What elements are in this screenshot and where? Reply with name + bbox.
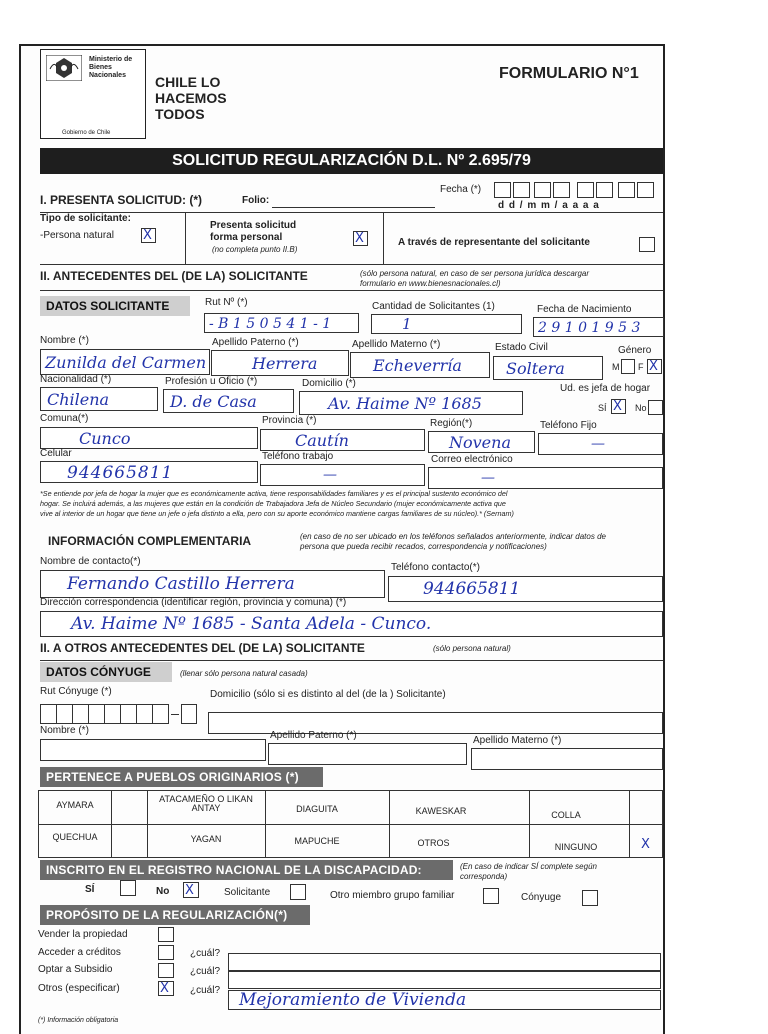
- nombre-contacto-label: Nombre de contacto(*): [40, 556, 141, 567]
- disc-conyuge-label: Cónyuge: [521, 892, 562, 903]
- celular-value: 944665811: [67, 463, 174, 483]
- ap-paterno-field[interactable]: [211, 350, 349, 376]
- domicilio-field[interactable]: [299, 391, 523, 415]
- comuna-value: Cunco: [79, 429, 131, 448]
- ap-paterno-value: Herrera: [252, 354, 318, 373]
- disc-no-label: No: [156, 886, 170, 897]
- proposito-subsidio: Optar a Subsidio: [38, 964, 113, 975]
- celular-field[interactable]: [40, 461, 258, 483]
- jefa-hogar-label: Ud. es jefa de hogar: [560, 383, 651, 394]
- divider: [40, 660, 663, 661]
- otros-cual-value: Mejoramiento de Vivienda: [239, 990, 467, 1010]
- telefono-fijo-label: Teléfono Fijo: [540, 420, 597, 431]
- estado-civil-value: Soltera: [506, 359, 565, 378]
- info-comp-note-1: (en caso de no ser ubicado en los teléfonos señalados anteriormente, indicar datos de: [300, 532, 606, 541]
- subsidio-cual-label: ¿cuál?: [190, 966, 221, 977]
- telefono-fijo-value: —: [591, 436, 605, 452]
- pueblo-aymara: AYMARA: [56, 800, 94, 810]
- telefono-fijo-field[interactable]: [538, 433, 663, 455]
- forma-personal-checkbox[interactable]: [353, 231, 368, 246]
- folio-line: [272, 207, 435, 208]
- ninguno-mark: X: [641, 837, 650, 852]
- ap-materno-value: Echeverría: [373, 356, 462, 375]
- domicilio-value: Av. Haime Nº 1685: [328, 394, 482, 413]
- footer-note: (*) Información obligatoria: [38, 1017, 119, 1024]
- pueblo-atacameno: ATACAMEÑO O LIKAN ANTAY: [159, 794, 253, 814]
- correo-field[interactable]: [428, 467, 663, 489]
- nombre-conyuge-field[interactable]: [40, 739, 266, 761]
- footnote-line-1: *Se entiende por jefa de hogar la mujer que es económicamente activa, tiene responsabilidades familiares y es el principal sustento económico del: [40, 489, 508, 498]
- correo-label: Correo electrónico: [431, 454, 513, 465]
- disc-otro-checkbox[interactable]: [483, 888, 499, 904]
- pueblos-table: [38, 790, 663, 858]
- info-comp-note-2: persona que pueda recibir recados, correspondencia y notificaciones): [300, 542, 547, 551]
- representante-checkbox[interactable]: [639, 237, 655, 252]
- form-number: FORMULARIO N°1: [499, 65, 639, 82]
- provincia-label: Provincia (*): [262, 415, 317, 426]
- ap-materno-conyuge-field[interactable]: [471, 748, 663, 770]
- ministry-line-3: Nacionales: [89, 72, 126, 79]
- cantidad-field[interactable]: [371, 314, 522, 334]
- ap-materno-label: Apellido Materno (*): [352, 339, 441, 350]
- divider: [40, 212, 663, 213]
- nacionalidad-label: Nacionalidad (*): [40, 374, 112, 385]
- genero-label: Género: [618, 345, 652, 356]
- section-2-title: II. ANTECEDENTES DEL (DE LA) SOLICITANTE: [40, 269, 308, 283]
- check-mark: X: [613, 399, 622, 414]
- celular-label: Celular: [40, 448, 72, 459]
- check-mark: X: [143, 228, 152, 243]
- genero-f-label: F: [638, 362, 644, 372]
- provincia-value: Cautín: [295, 431, 349, 450]
- creditos-checkbox[interactable]: [158, 945, 174, 960]
- subsidio-cual-field[interactable]: [228, 971, 661, 989]
- forma-personal-line-1: Presenta solicitud: [210, 220, 297, 231]
- divider: [40, 290, 663, 291]
- nombre-value: Zunilda del Carmen: [45, 353, 207, 372]
- disc-no-checkbox[interactable]: [183, 882, 199, 898]
- check-mark: X: [649, 359, 658, 374]
- check-mark: X: [185, 883, 194, 898]
- gov-label: Gobierno de Chile: [62, 130, 111, 136]
- comuna-label: Comuna(*): [40, 413, 89, 424]
- telefono-trabajo-field[interactable]: [260, 464, 425, 486]
- datos-conyuge-title: DATOS CÓNYUGE: [40, 662, 172, 682]
- datos-solicitante-title: DATOS SOLICITANTE: [40, 296, 190, 316]
- slogan-line-2: HACEMOS: [155, 90, 227, 106]
- otros-checkbox[interactable]: [158, 981, 174, 996]
- persona-natural-label: -Persona natural: [40, 230, 114, 241]
- nombre-contacto-value: Fernando Castillo Herrera: [67, 574, 295, 594]
- disc-solicitante-label: Solicitante: [224, 887, 271, 898]
- pueblos-title: PERTENECE A PUEBLOS ORIGINARIOS (*): [40, 767, 323, 787]
- rut-conyuge-label: Rut Cónyuge (*): [40, 686, 112, 697]
- creditos-cual-field[interactable]: [228, 953, 661, 971]
- discapacidad-note-2: corresponda): [460, 872, 508, 881]
- otros-cual-field[interactable]: [228, 990, 661, 1010]
- correo-value: —: [481, 470, 495, 486]
- section-2-note-2: formulario en www.bienesnacionales.cl): [360, 279, 501, 288]
- telefono-trabajo-label: Teléfono trabajo: [262, 451, 334, 462]
- telefono-trabajo-value: —: [323, 467, 337, 483]
- direccion-field[interactable]: [40, 611, 663, 637]
- nombre-field[interactable]: [40, 349, 210, 375]
- fecha-boxes[interactable]: [494, 182, 656, 198]
- domicilio-conyuge-label: Domicilio (sólo si es distinto al del (de la ) Solicitante): [210, 689, 446, 700]
- region-field[interactable]: [428, 431, 535, 453]
- proposito-creditos: Acceder a créditos: [38, 947, 121, 958]
- otros-cual-label: ¿cuál?: [190, 985, 221, 996]
- proposito-vender: Vender la propiedad: [38, 929, 128, 940]
- fecha-nac-field[interactable]: [533, 317, 664, 337]
- persona-natural-checkbox[interactable]: [141, 228, 156, 243]
- pueblo-colla: COLLA: [551, 810, 581, 820]
- coat-of-arms-icon: [46, 55, 82, 81]
- pueblo-ninguno: NINGUNO: [554, 842, 598, 852]
- divider: [383, 212, 384, 264]
- ap-paterno-conyuge-field[interactable]: [268, 743, 467, 765]
- pueblo-mapuche: MAPUCHE: [294, 836, 340, 846]
- telefono-contacto-label: Teléfono contacto(*): [391, 562, 480, 573]
- rut-label: Rut Nº (*): [205, 297, 248, 308]
- footnote-line-3: vive al interior de un hogar que tiene un jefe o jefa distinto a ella, pero con su aporte económico mantiene cargas familiares de su núcleo).* (Sernam): [40, 509, 514, 518]
- tipo-label: Tipo de solicitante:: [40, 213, 131, 224]
- pueblo-yagan: YAGAN: [190, 834, 222, 844]
- vender-checkbox[interactable]: [158, 927, 174, 942]
- jefa-si-label: SÍ: [598, 403, 607, 413]
- profesion-value: D. de Casa: [170, 392, 257, 411]
- divider: [185, 212, 186, 264]
- comuna-field[interactable]: [40, 427, 258, 449]
- folio-label: Folio:: [242, 195, 270, 206]
- forma-personal-note: (no completa punto II.B): [212, 245, 298, 254]
- disc-conyuge-checkbox[interactable]: [582, 890, 598, 906]
- genero-f-checkbox[interactable]: [647, 359, 662, 374]
- ministry-line-2: Bienes: [89, 64, 112, 71]
- check-mark: X: [160, 981, 169, 996]
- estado-civil-label: Estado Civil: [495, 342, 548, 353]
- creditos-cual-label: ¿cuál?: [190, 948, 221, 959]
- pueblo-otros: OTROS: [417, 838, 450, 848]
- telefono-contacto-value: 944665811: [423, 579, 521, 599]
- provincia-field[interactable]: [260, 429, 425, 451]
- ministry-line-1: Ministerio de: [89, 56, 133, 63]
- direccion-label: Dirección correspondencia (identificar región, provincia y comuna) (*): [40, 597, 347, 608]
- profesion-field[interactable]: [163, 389, 294, 413]
- pueblo-quechua: QUECHUA: [52, 832, 98, 842]
- subsidio-checkbox[interactable]: [158, 963, 174, 978]
- pueblo-kaweskar: KAWESKAR: [415, 806, 467, 816]
- forma-personal-line-2: forma personal: [210, 232, 283, 243]
- ap-paterno-conyuge-label: Apellido Paterno (*): [270, 730, 357, 741]
- rut-value: - B 1 5 0 5 4 1 - 1: [209, 316, 332, 332]
- nombre-conyuge-label: Nombre (*): [40, 725, 89, 736]
- fecha-nac-label: Fecha de Nacimiento: [537, 304, 632, 315]
- ap-materno-conyuge-label: Apellido Materno (*): [473, 735, 562, 746]
- rut-conyuge-boxes[interactable]: [40, 704, 200, 724]
- info-comp-title: INFORMACIÓN COMPLEMENTARIA: [48, 534, 252, 548]
- section-2a-title: II. A OTROS ANTECEDENTES DEL (DE LA) SOLICITANTE: [40, 641, 365, 655]
- genero-m-checkbox[interactable]: [621, 359, 635, 374]
- nacionalidad-value: Chilena: [47, 390, 110, 409]
- cantidad-label: Cantidad de Solicitantes (1): [372, 301, 495, 312]
- slogan-line-3: TODOS: [155, 106, 205, 122]
- nacionalidad-field[interactable]: [40, 387, 158, 411]
- check-mark: X: [355, 231, 364, 246]
- region-label: Región(*): [430, 418, 473, 429]
- form-title: SOLICITUD REGULARIZACIÓN D.L. Nº 2.695/79: [40, 148, 663, 174]
- disc-otro-label: Otro miembro grupo familiar: [330, 890, 455, 901]
- nombre-contacto-field[interactable]: [40, 570, 385, 598]
- cantidad-value: 1: [402, 315, 412, 333]
- section-2-note-1: (sólo persona natural, en caso de ser persona jurídica descargar: [360, 269, 590, 278]
- section-2a-note: (sólo persona natural): [433, 644, 511, 653]
- divider: [40, 264, 663, 265]
- profesion-label: Profesión u Oficio (*): [165, 376, 258, 387]
- discapacidad-title: INSCRITO EN EL REGISTRO NACIONAL DE LA DISCAPACIDAD:: [40, 860, 453, 880]
- datos-conyuge-note: (llenar sólo persona natural casada): [180, 669, 308, 678]
- proposito-title: PROPÓSITO DE LA REGULARIZACIÓN(*): [40, 905, 310, 925]
- disc-solicitante-checkbox[interactable]: [290, 884, 306, 900]
- nombre-label: Nombre (*): [40, 335, 89, 346]
- pueblo-diaguita: DIAGUITA: [296, 804, 338, 814]
- estado-civil-field[interactable]: [493, 356, 603, 380]
- rut-field[interactable]: [204, 313, 359, 333]
- representante-label: A través de representante del solicitante: [398, 237, 590, 248]
- direccion-value: Av. Haime Nº 1685 - Santa Adela - Cunco.: [71, 614, 432, 634]
- ap-paterno-label: Apellido Paterno (*): [212, 337, 299, 348]
- date-format: d d / m m / a a a a: [498, 200, 600, 211]
- telefono-contacto-field[interactable]: [388, 576, 663, 602]
- discapacidad-note-1: (En caso de indicar SÍ complete según: [460, 862, 597, 871]
- ap-materno-field[interactable]: [350, 352, 490, 378]
- genero-m-label: M: [612, 362, 620, 372]
- jefa-si-checkbox[interactable]: [611, 399, 626, 414]
- jefa-no-checkbox[interactable]: [648, 400, 663, 415]
- fecha-label: Fecha (*): [440, 184, 482, 195]
- fecha-nac-value: 2 9 1 0 1 9 5 3: [538, 320, 641, 336]
- disc-si-checkbox[interactable]: [120, 880, 136, 896]
- slogan-line-1: CHILE LO: [155, 74, 221, 90]
- footnote-line-2: hogar. Se incluirá además, a las mujeres que están en la condición de Trabajadora Jefa de Núcleo Secundario (mujer económicamente activa que: [40, 499, 506, 508]
- domicilio-label: Domicilio (*): [302, 378, 356, 389]
- jefa-no-label: No: [635, 403, 647, 413]
- section-1-title: I. PRESENTA SOLICITUD: (*): [40, 193, 202, 207]
- disc-si-label: SÍ: [85, 884, 95, 895]
- region-value: Novena: [449, 433, 511, 452]
- proposito-otros: Otros (especificar): [38, 983, 120, 994]
